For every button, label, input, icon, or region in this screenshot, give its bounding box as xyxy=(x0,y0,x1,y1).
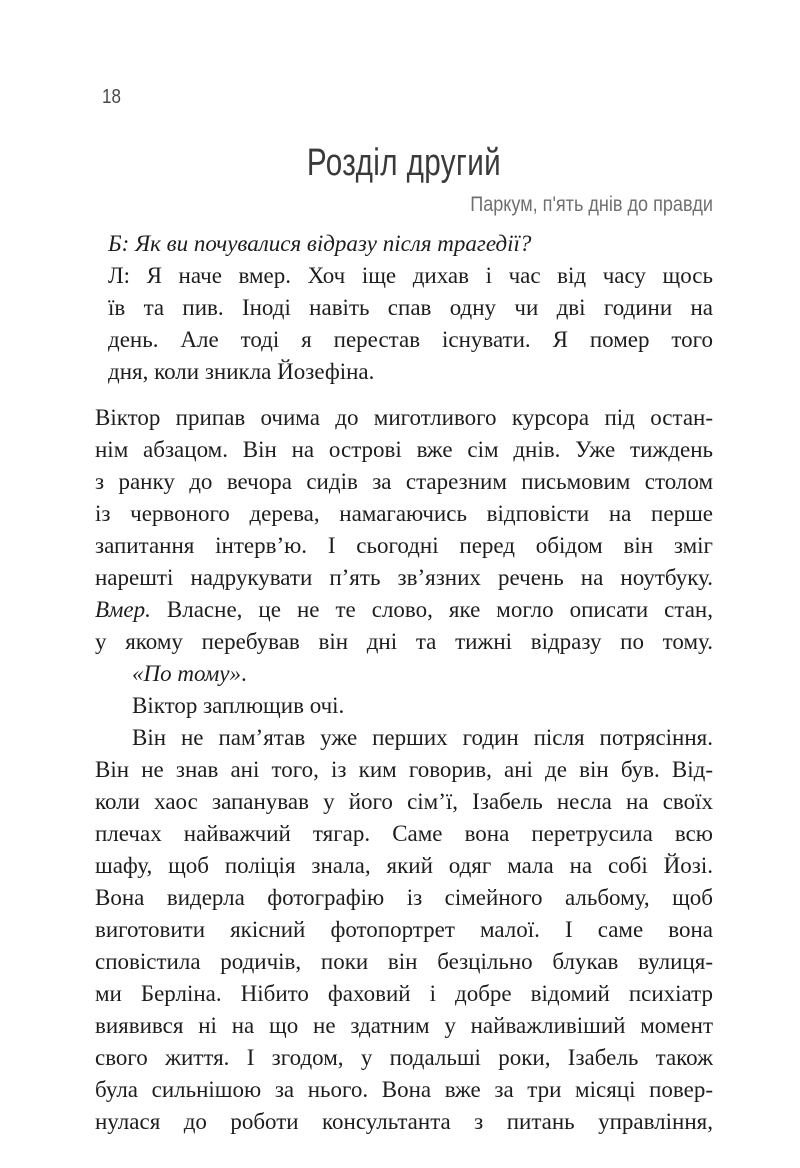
text-segment: свого життя. І згодом, у подальші роки, Ізабель також xyxy=(95,1045,713,1070)
text-line xyxy=(95,626,713,658)
text-line xyxy=(108,260,713,292)
text-segment: нім абзацом. Він на острові вже сім днів. Уже тиждень xyxy=(95,437,713,462)
text-segment: із червоного дерева, намагаючись відповісти на перше xyxy=(95,501,713,526)
text-segment: їв та пив. Іноді навіть спав одну чи дві години на xyxy=(108,295,713,320)
text-line xyxy=(108,356,713,388)
italic-text-segment: «По тому» xyxy=(132,661,241,686)
text-line xyxy=(95,786,713,818)
text-segment: ми Берліна. Нібито фаховий і добре відомий психіатр xyxy=(95,981,713,1006)
text-segment: Він не знав ані того, із ким говорив, ані де він був. Від- xyxy=(95,757,713,782)
text-line xyxy=(95,466,713,498)
interview-dialogue-block xyxy=(108,228,713,388)
text-line xyxy=(95,754,713,786)
text-segment: нарешті надрукувати п’ять зв’язних речень на ноутбуку. xyxy=(95,565,713,590)
body-paragraph xyxy=(95,722,713,1138)
body-paragraph xyxy=(95,658,713,690)
text-line xyxy=(95,530,713,562)
text-segment: нулася до роботи консультанта з питань управління, xyxy=(95,1109,713,1134)
text-line xyxy=(95,882,713,914)
text-line xyxy=(95,1010,713,1042)
chapter-title: Розділ другий xyxy=(306,142,502,184)
text-segment: плечах найважчий тягар. Саме вона перетрусила всю xyxy=(95,821,713,846)
text-segment: виявився ні на що не здатним у найважливіший момент xyxy=(95,1013,713,1038)
text-segment: була сильнішою за нього. Вона вже за три місяці повер- xyxy=(95,1077,713,1102)
italic-text-segment: Вмер. xyxy=(95,597,151,622)
text-line xyxy=(95,978,713,1010)
text-line xyxy=(108,228,713,260)
text-line xyxy=(95,914,713,946)
text-segment: Власне, це не те слово, яке могло описати стан, xyxy=(150,597,713,622)
text-line xyxy=(95,658,713,690)
text-segment: . xyxy=(240,661,247,686)
text-segment: дня, коли зникла Йозефіна. xyxy=(108,359,375,384)
text-line xyxy=(95,690,713,722)
text-segment: Вона видерла фотографію із сімейного альбому, щоб xyxy=(95,885,713,910)
text-line xyxy=(95,562,713,594)
text-segment: з ранку до вечора сидів за старезним письмовим столом xyxy=(95,469,713,494)
chapter-subtitle: Паркум, п'ять днів до правди xyxy=(470,193,713,216)
italic-text-segment: Б: Як ви почувалися відразу після трагедії? xyxy=(108,231,532,256)
text-line xyxy=(95,1042,713,1074)
body-paragraph xyxy=(95,402,713,658)
text-line xyxy=(95,594,713,626)
text-column xyxy=(95,228,713,1138)
text-line xyxy=(95,1106,713,1138)
text-segment: Віктор припав очима до миготливого курсора під остан- xyxy=(95,405,713,430)
text-line xyxy=(95,1074,713,1106)
page-number: 18 xyxy=(102,86,121,108)
body-paragraph xyxy=(95,690,713,722)
text-segment: коли хаос запанував у його сім’ї, Ізабель несла на своїх xyxy=(95,789,713,814)
text-line xyxy=(95,402,713,434)
text-line xyxy=(95,818,713,850)
text-segment: шафу, щоб поліція знала, який одяг мала на собі Йозі. xyxy=(95,853,713,878)
text-line xyxy=(108,292,713,324)
text-line xyxy=(95,434,713,466)
text-line xyxy=(95,498,713,530)
text-line xyxy=(95,722,713,754)
text-segment: Л: Я наче вмер. Хоч іще дихав і час від часу щось xyxy=(108,263,713,288)
text-segment: день. Але тоді я перестав існувати. Я помер того xyxy=(108,327,713,352)
text-line xyxy=(95,946,713,978)
text-segment: сповістила родичів, поки він безцільно блукав вулиця- xyxy=(95,949,713,974)
text-line xyxy=(108,324,713,356)
text-segment: у якому перебував він дні та тижні відразу по тому. xyxy=(95,629,713,654)
text-line xyxy=(95,850,713,882)
text-segment: Віктор заплющив очі. xyxy=(132,693,345,718)
text-segment: запитання інтерв’ю. І сьогодні перед обідом він зміг xyxy=(95,533,713,558)
text-segment: виготовити якісний фотопортрет малої. І саме вона xyxy=(95,917,713,942)
text-segment: Він не пам’ятав уже перших годин після потрясіння. xyxy=(132,725,713,750)
